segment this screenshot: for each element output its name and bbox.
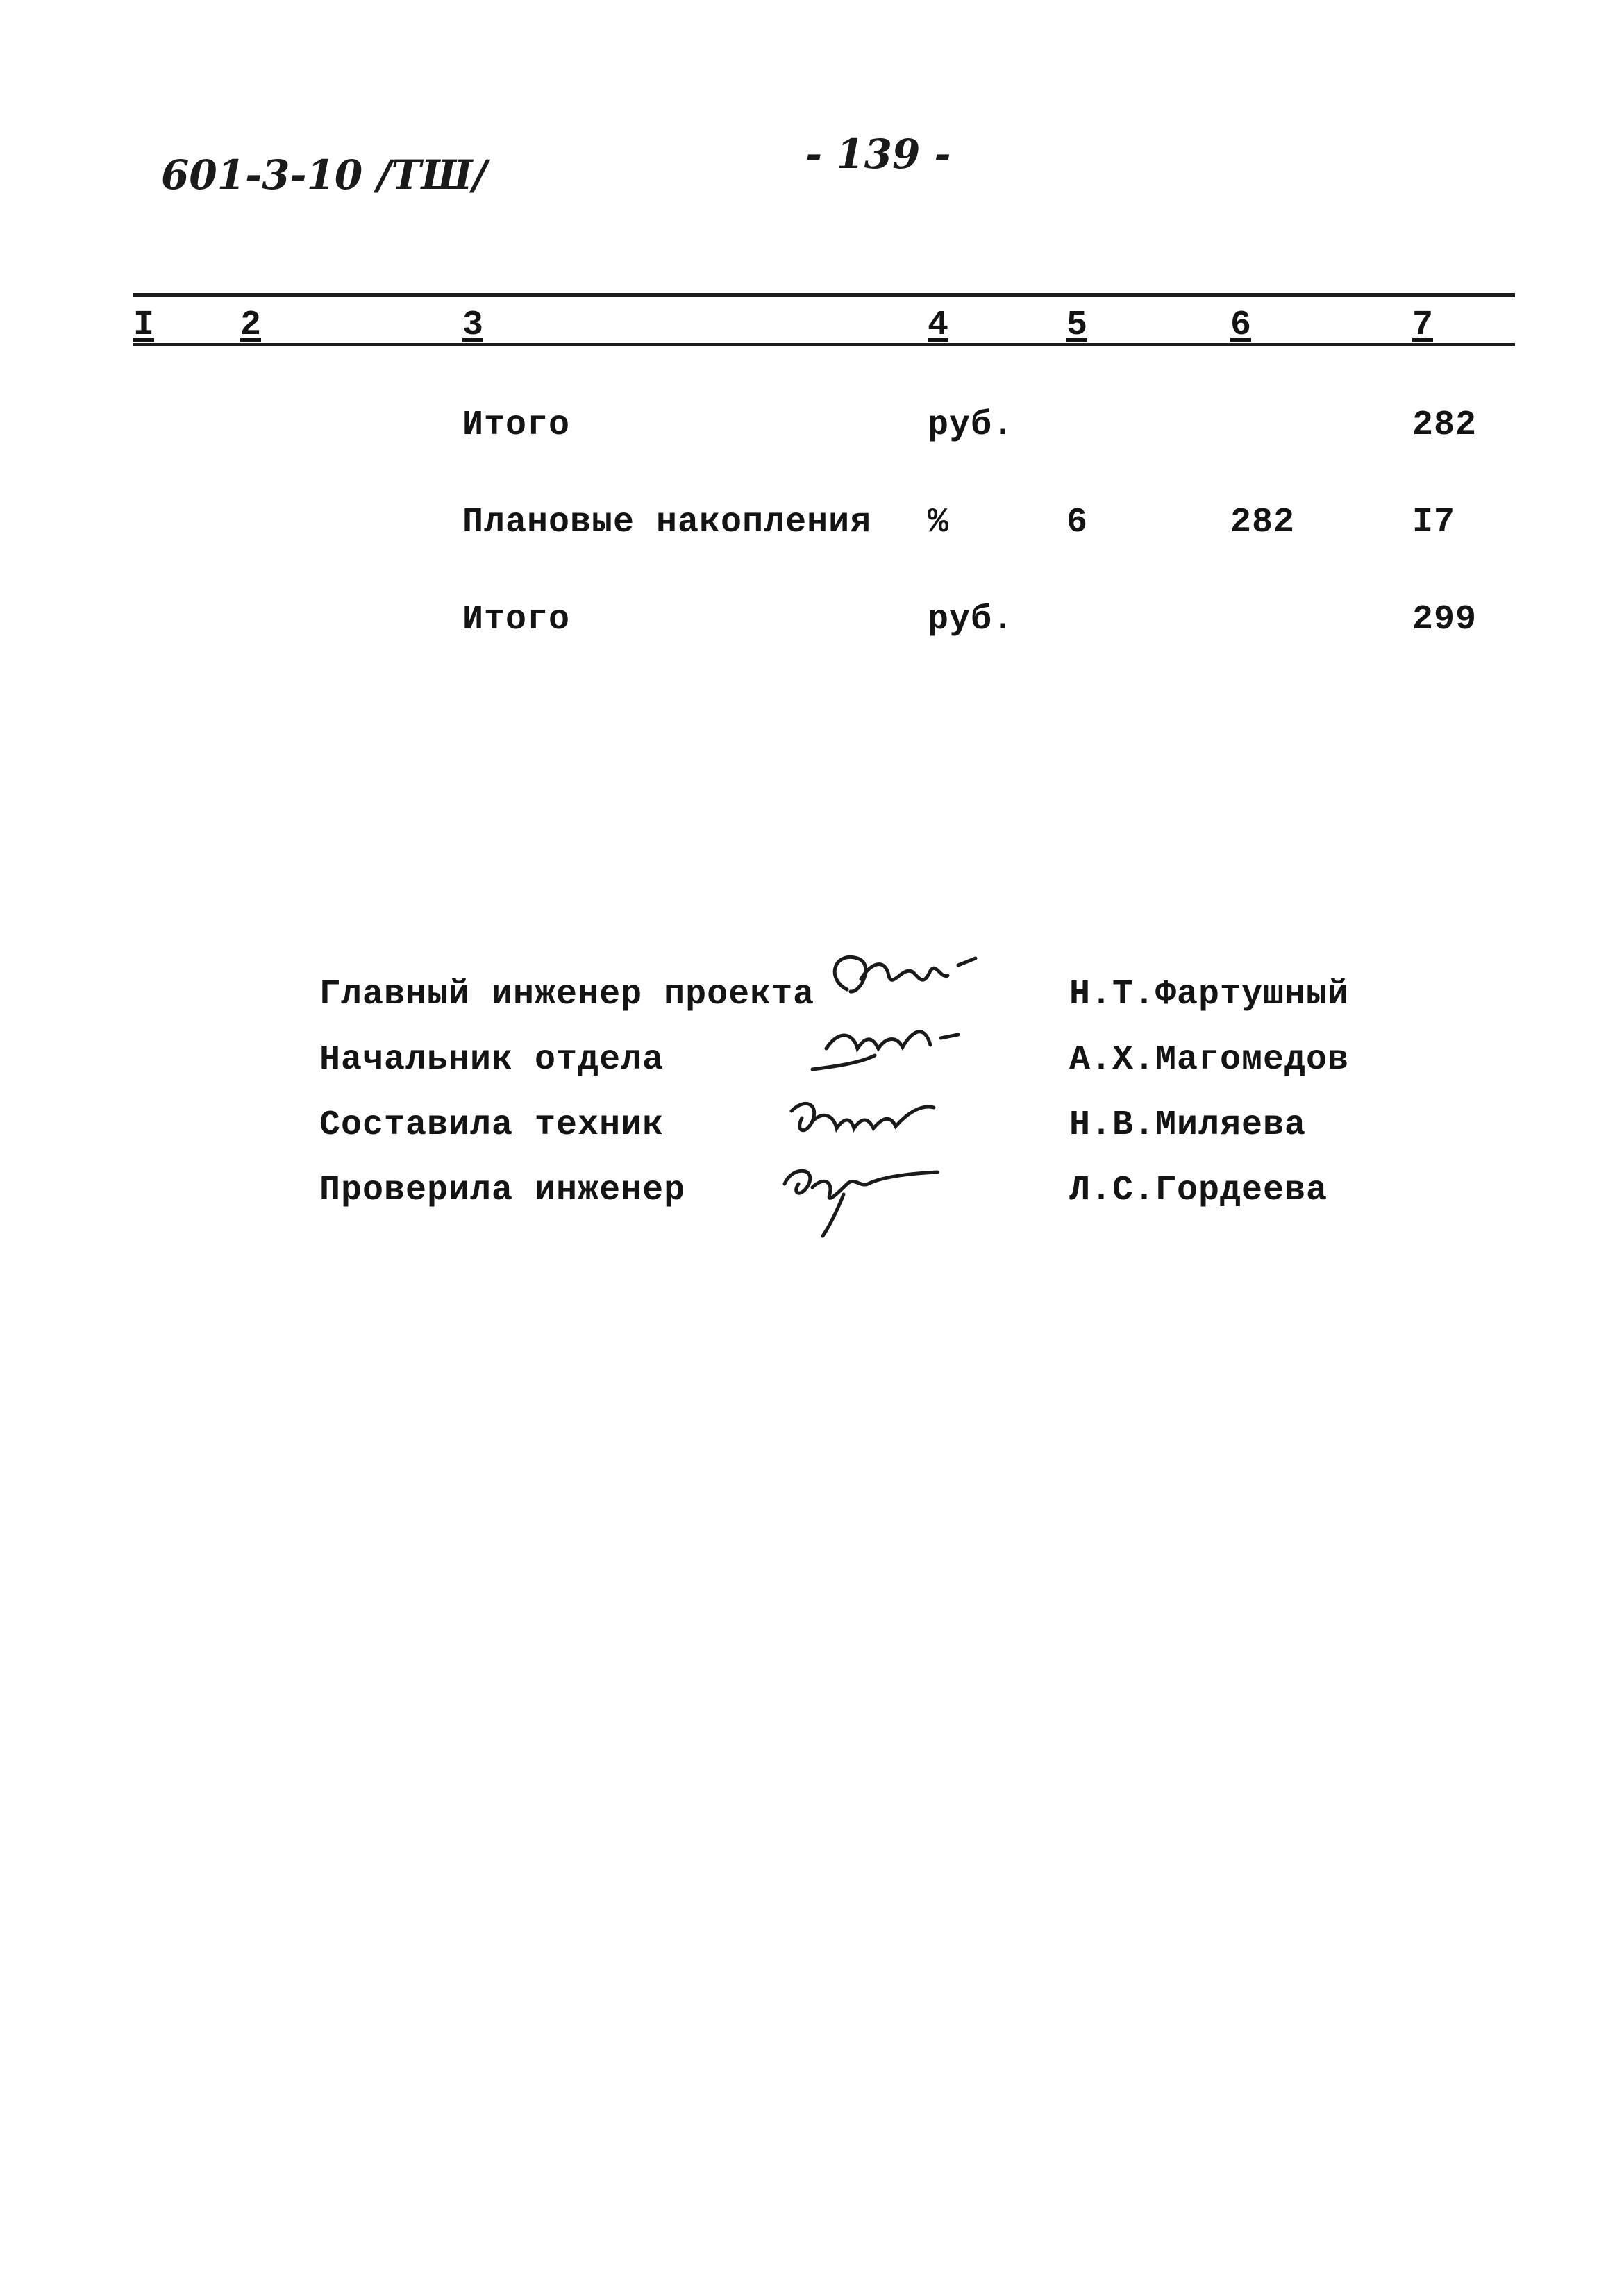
table-row-2-col6: 282 — [1230, 503, 1296, 542]
table-row-2-name: Плановые накопления — [462, 503, 872, 542]
table-row-3-col7: 299 — [1412, 600, 1477, 640]
page-number: - 139 - — [805, 131, 951, 178]
signatory-name-2: А.Х.Магомедов — [1069, 1040, 1350, 1080]
signatory-role-2: Начальник отдела — [319, 1040, 664, 1080]
signatory-name-1: Н.Т.Фартушный — [1069, 975, 1350, 1014]
signatory-role-1: Главный инженер проекта — [319, 975, 815, 1014]
document-code: 601-3-10 /ТШ/ — [161, 151, 487, 199]
column-header-1: I — [133, 306, 155, 345]
table-row-2-col5: 6 — [1066, 503, 1089, 542]
table-row-1-name: Итого — [462, 406, 571, 445]
table-row-3-name: Итого — [462, 600, 571, 640]
signature-4 — [764, 1146, 1000, 1243]
table-row-1-col7: 282 — [1412, 406, 1477, 445]
table-row-3-unit: руб. — [928, 600, 1014, 640]
signatory-role-4: Проверила инженер — [319, 1171, 686, 1210]
column-header-2: 2 — [240, 306, 262, 345]
table-top-rule — [133, 293, 1515, 297]
table-header-rule — [133, 343, 1515, 346]
column-header-6: 6 — [1230, 306, 1252, 345]
column-header-7: 7 — [1412, 306, 1434, 345]
column-header-4: 4 — [928, 306, 949, 345]
table-row-2-unit: % — [928, 503, 950, 542]
signatory-name-3: Н.В.Миляева — [1069, 1105, 1307, 1145]
table-row-2-col7: I7 — [1412, 503, 1456, 542]
table-row-1-unit: руб. — [928, 406, 1014, 445]
signatory-name-4: Л.С.Гордеева — [1069, 1171, 1328, 1210]
signatory-role-3: Составила техник — [319, 1105, 664, 1145]
column-header-5: 5 — [1066, 306, 1088, 345]
signature-2 — [798, 1007, 1021, 1083]
column-header-3: 3 — [462, 306, 484, 345]
